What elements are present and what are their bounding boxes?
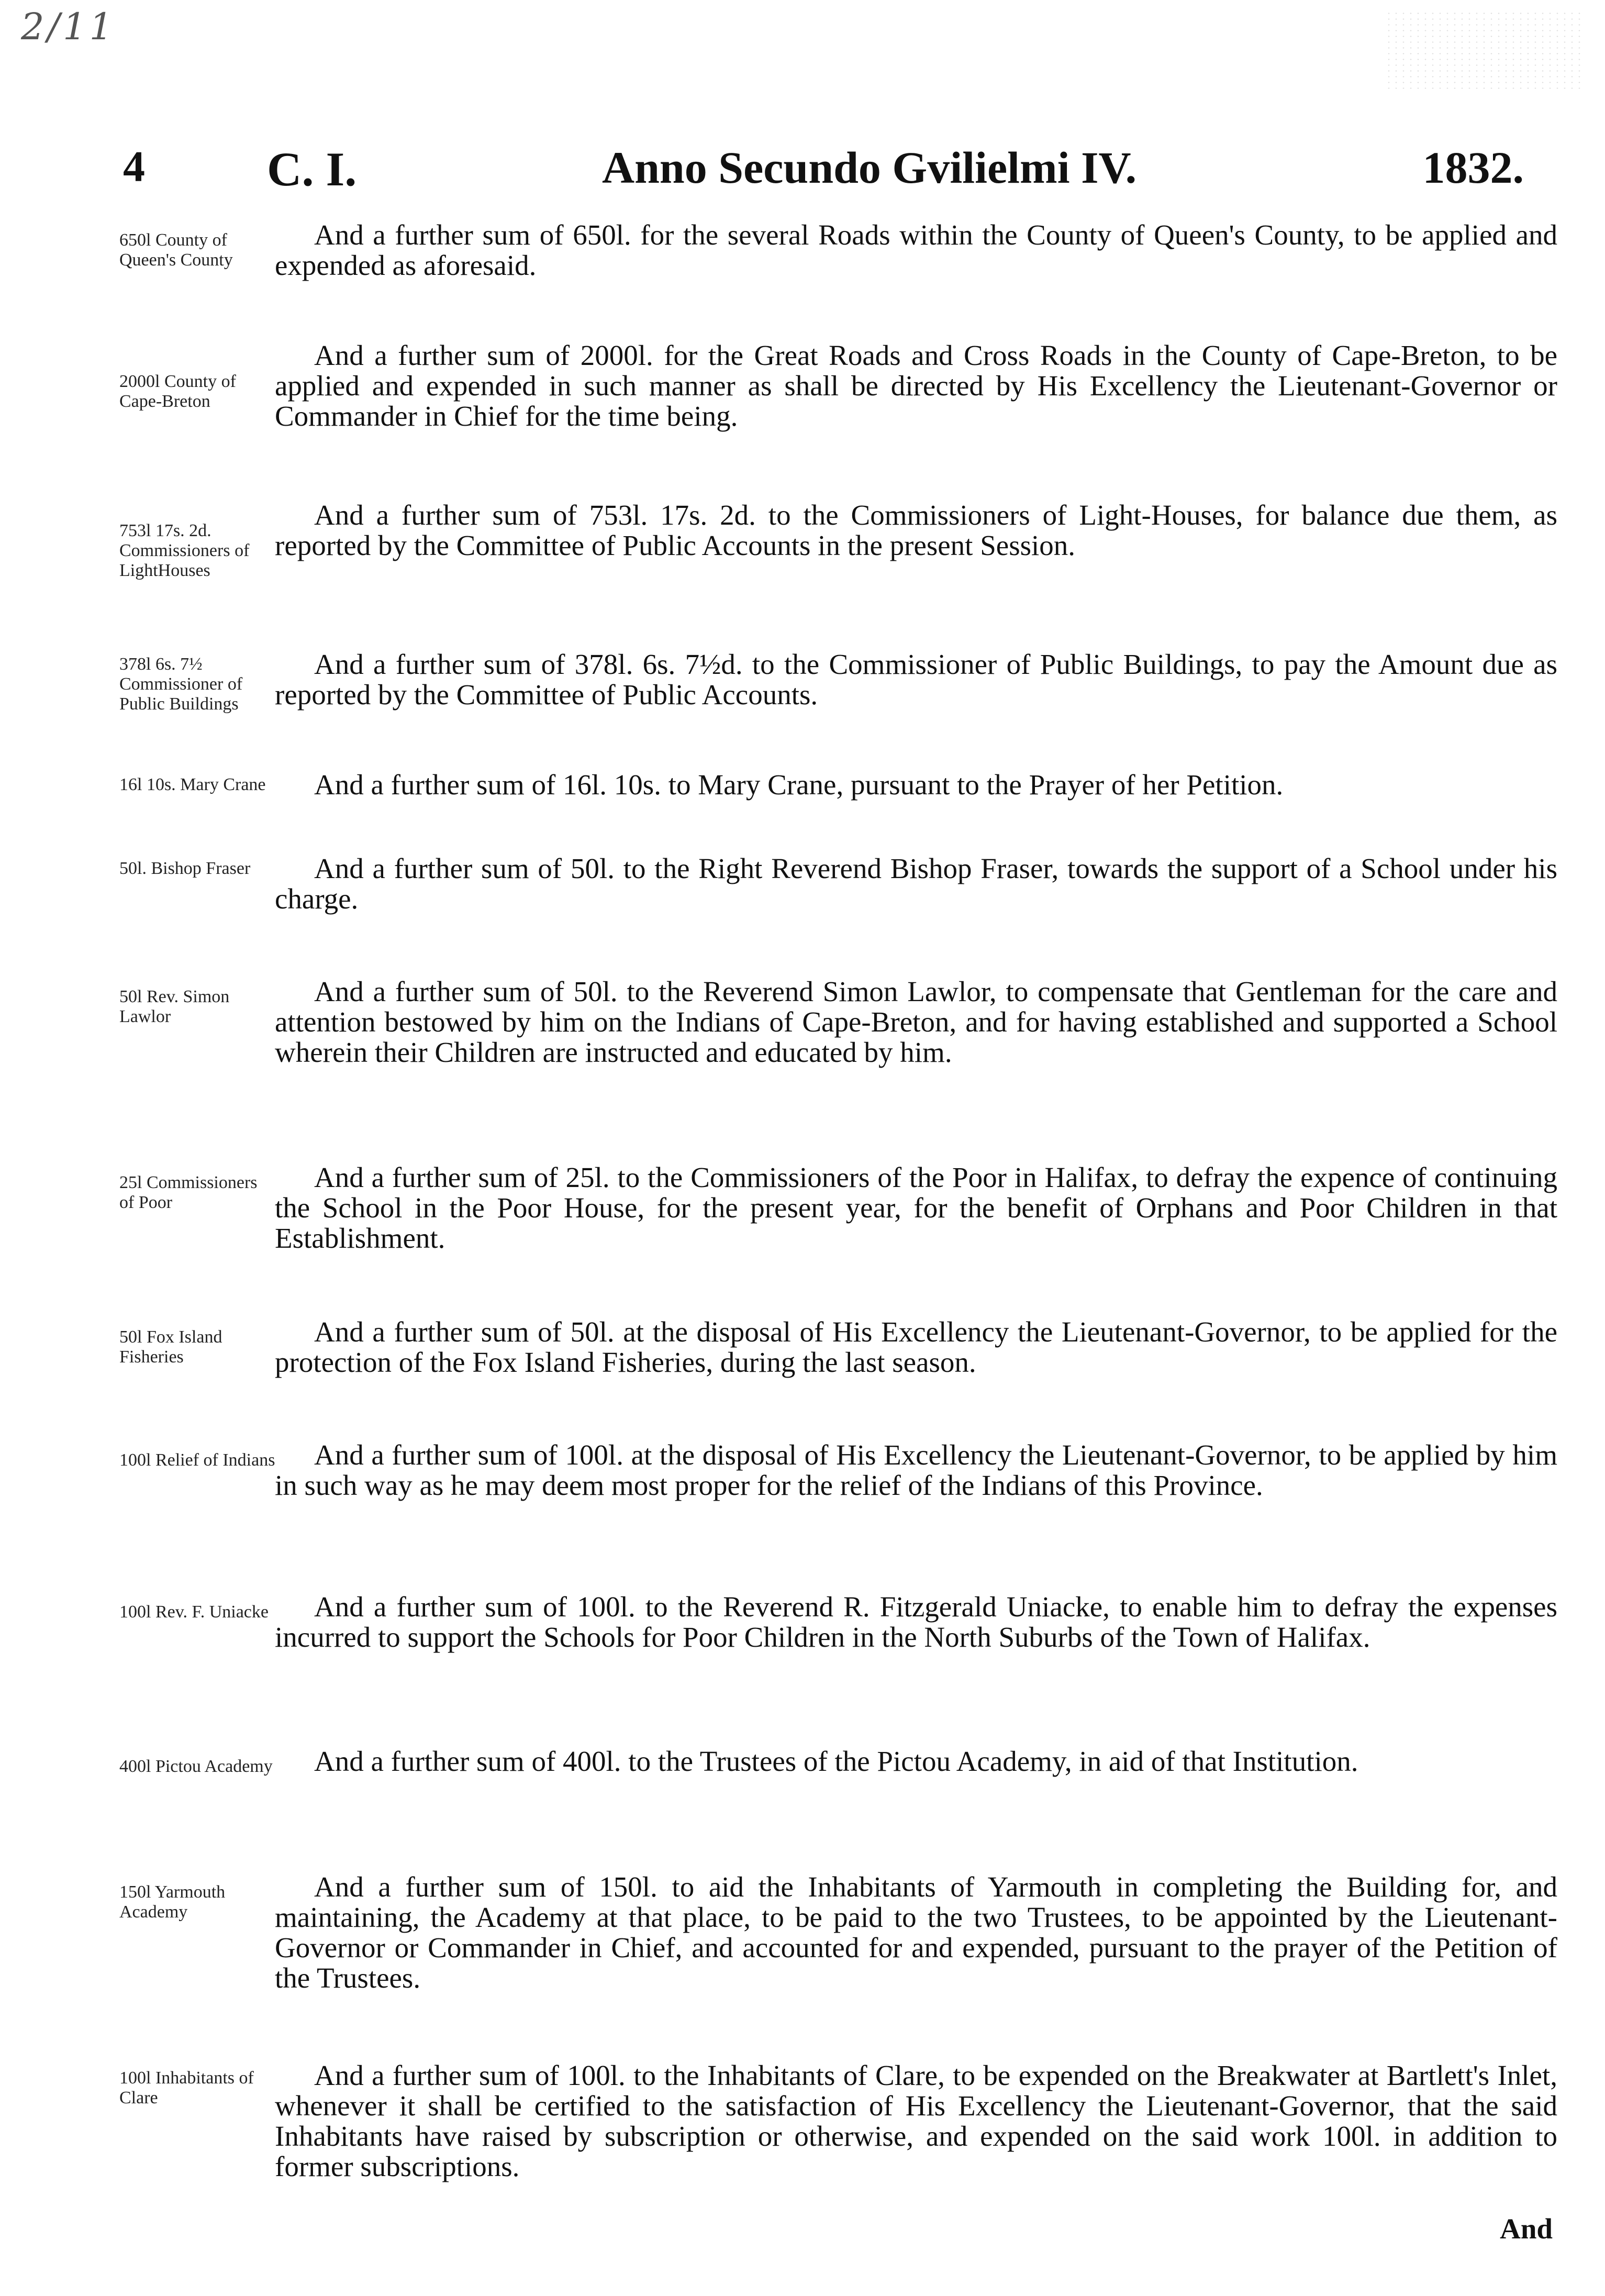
- running-header: [115, 141, 1563, 209]
- margin-note: 50l. Bishop Fraser: [119, 859, 251, 878]
- margin-note: 50l Fox Island Fisheries: [119, 1327, 222, 1367]
- margin-note: 650l County of Queen's County: [119, 230, 233, 270]
- margin-note: 100l Rev. F. Uniacke: [119, 1602, 269, 1622]
- running-title: Anno Secundo Gvilielmi IV.: [602, 142, 1137, 193]
- handwritten-page-mark: 2/11: [21, 5, 116, 48]
- scan-noise: [1385, 10, 1584, 89]
- margin-note: 400l Pictou Academy: [119, 1757, 273, 1776]
- entry-text: And a further sum of 100l. to the Inhabitants of Clare, to be expended on the Breakwater at Bartlett's Inlet, whenever it shall be certified to the satisfaction of His Excellency the Lieutenant-Governor, that the said Inhabitants have raised by subscription or otherwise, and expended on the said work 100l. in addition to former subscriptions.: [275, 2059, 1557, 2182]
- margin-note: 753l 17s. 2d. Commissioners of LightHouses: [119, 521, 250, 580]
- header-year: 1832.: [1422, 142, 1524, 193]
- entry-text: And a further sum of 753l. 17s. 2d. to the Commissioners of Light-Houses, for balance due them, as reported by the Committee of Public Accounts in the present Session.: [275, 499, 1557, 561]
- margin-note: 150l Yarmouth Academy: [119, 1882, 226, 1922]
- chapter-label: C. I.: [267, 142, 357, 196]
- margin-note: 25l Commissioners of Poor: [119, 1173, 258, 1212]
- entry-text: And a further sum of 150l. to aid the Inhabitants of Yarmouth in completing the Building for, and maintaining, the Academy at that place, to be paid to the two Trustees, to be appointed by the Lieutenant-Governor or Commander in Chief, and accounted for and expended, pursuant to the prayer of the Petition of the Trustees.: [275, 1871, 1557, 1994]
- margin-note: 378l 6s. 7½ Commissioner of Public Buildings: [119, 655, 243, 714]
- page-number: 4: [123, 142, 145, 191]
- margin-note: 100l Relief of Indians: [119, 1450, 275, 1470]
- entry-text: And a further sum of 100l. to the Reverend R. Fitzgerald Uniacke, to enable him to defray the expenses incurred to support the Schools for Poor Children in the North Suburbs of the Town of Halifax.: [275, 1591, 1557, 1653]
- margin-note: 2000l County of Cape-Breton: [119, 372, 236, 411]
- entry-text: And a further sum of 50l. to the Reverend Simon Lawlor, to compensate that Gentleman for the care and attention bestowed by him on the Indians of Cape-Breton, and for having established and supported a School wherein their Children are instructed and educated by him.: [275, 975, 1557, 1068]
- entry-text: And a further sum of 400l. to the Trustees of the Pictou Academy, in aid of that Institution.: [314, 1745, 1358, 1777]
- entry-text: And a further sum of 50l. to the Right Reverend Bishop Fraser, towards the support of a School under his charge.: [275, 852, 1557, 915]
- catchword: And: [1500, 2213, 1553, 2245]
- entry-text: And a further sum of 100l. at the disposal of His Excellency the Lieutenant-Governor, to be applied by him in such way as he may deem most proper for the relief of the Indians of this Province.: [275, 1439, 1557, 1501]
- entry-text: And a further sum of 25l. to the Commissioners of the Poor in Halifax, to defray the expence of continuing the School in the Poor House, for the present year, for the benefit of Orphans and Poor Children in that Establishment.: [275, 1161, 1557, 1254]
- entry-text: And a further sum of 50l. at the disposal of His Excellency the Lieutenant-Governor, to be applied for the protection of the Fox Island Fisheries, during the last season.: [275, 1316, 1557, 1378]
- entry-text: And a further sum of 378l. 6s. 7½d. to the Commissioner of Public Buildings, to pay the Amount due as reported by the Committee of Public Accounts.: [275, 648, 1557, 711]
- entry-text: And a further sum of 2000l. for the Great Roads and Cross Roads in the County of Cape-Breton, to be applied and expended in such manner as shall be directed by His Excellency the Lieutenant-Governor or Commander in Chief for the time being.: [275, 339, 1557, 432]
- margin-note: 50l Rev. Simon Lawlor: [119, 987, 230, 1026]
- margin-note: 100l Inhabitants of Clare: [119, 2068, 254, 2108]
- entry-text: And a further sum of 650l. for the several Roads within the County of Queen's County, to be applied and expended as aforesaid.: [275, 219, 1557, 281]
- margin-note: 16l 10s. Mary Crane: [119, 775, 266, 794]
- entry-text: And a further sum of 16l. 10s. to Mary Crane, pursuant to the Prayer of her Petition.: [314, 769, 1284, 801]
